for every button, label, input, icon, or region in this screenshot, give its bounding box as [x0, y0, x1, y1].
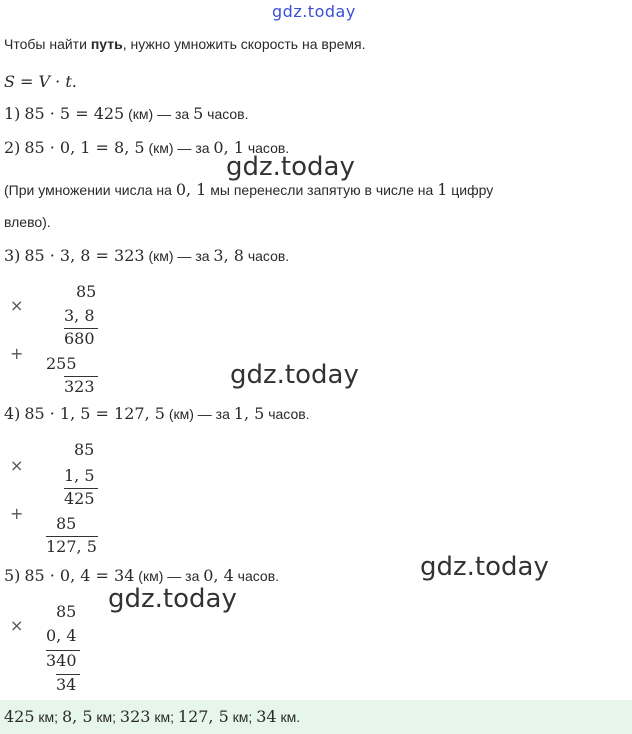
intro-text: [4, 36, 366, 52]
step-expression: 85 · 3, 8 = 323: [24, 246, 145, 265]
step-time: 1, 5: [233, 404, 265, 423]
times-sign: ×: [10, 616, 24, 635]
answer-line: [4, 707, 300, 726]
step-unit: (км) — за: [144, 248, 214, 264]
step-number: 3): [4, 246, 21, 265]
product-result: 34: [56, 675, 77, 694]
step-1: [4, 104, 249, 123]
plus-sign: +: [10, 344, 24, 363]
note-text: (При умножении числа на: [4, 182, 176, 198]
intro-after: , нужно умножить скорость на время.: [122, 36, 366, 52]
partial-product-1: 425: [64, 489, 95, 508]
answer-bar: [0, 700, 632, 734]
step-unit: (км) — за: [134, 568, 204, 584]
note-number: 1: [437, 180, 448, 199]
watermark: gdz.today: [230, 360, 359, 390]
step-unit: (км) — за: [144, 140, 214, 156]
multiplier: 1, 5: [64, 466, 95, 485]
answer-unit: км;: [34, 709, 62, 725]
step-number: 5): [4, 566, 21, 585]
times-sign: ×: [10, 456, 24, 475]
step-time: 3, 8: [213, 246, 244, 265]
product-result: 323: [64, 377, 95, 396]
multiplicand: 85: [74, 440, 95, 459]
multiplicand: 85: [76, 282, 97, 301]
answer-unit: км;: [150, 709, 178, 725]
answer-value: 34: [256, 707, 277, 726]
answer-unit: км.: [276, 709, 301, 725]
note-text: мы перенесли запятую в числе на: [206, 182, 438, 198]
intro-before: Чтобы найти: [4, 36, 91, 52]
step-expression: 85 · 1, 5 = 127, 5: [24, 404, 165, 423]
step-time: 0, 4: [203, 566, 234, 585]
watermark: gdz.today: [226, 152, 355, 182]
step-unit: (км) — за: [164, 406, 234, 422]
answer-unit: км;: [228, 709, 257, 725]
step-number: 1): [4, 104, 21, 123]
note-line-2: влево).: [4, 214, 51, 230]
watermark: gdz.today: [420, 552, 549, 582]
watermark: gdz.today: [108, 584, 237, 614]
partial-product-2: 255: [46, 354, 77, 373]
step-tail: часов.: [243, 140, 290, 156]
step-5: [4, 566, 279, 585]
step-expression: 85 · 0, 1 = 8, 5: [24, 138, 145, 157]
multiplier: 3, 8: [64, 306, 95, 325]
step-tail: часов.: [264, 406, 310, 422]
note-text: цифру: [447, 182, 494, 198]
multiplier: 0, 4: [46, 626, 77, 645]
step-tail: часов.: [203, 106, 249, 122]
step-number: 2): [4, 138, 21, 157]
step-4: [4, 404, 310, 423]
step-number: 4): [4, 404, 21, 423]
watermark-top: gdz.today: [272, 2, 356, 21]
step-3: [4, 246, 289, 265]
partial-product-2: 85: [56, 514, 77, 533]
answer-value: 323: [119, 707, 151, 726]
answer-value: 8, 5: [61, 707, 93, 726]
step-tail: часов.: [233, 568, 280, 584]
step-tail: часов.: [243, 248, 290, 264]
answer-value: 127, 5: [177, 707, 229, 726]
note-number: 0, 1: [175, 180, 207, 199]
step-unit: (км) — за: [124, 106, 194, 122]
partial-product-1: 340: [46, 651, 77, 670]
step-time: 5: [193, 104, 204, 123]
partial-product-1: 680: [64, 329, 95, 348]
times-sign: ×: [10, 296, 24, 315]
product-result: 127, 5: [46, 537, 97, 556]
multiplicand: 85: [56, 602, 77, 621]
intro-bold: путь: [90, 36, 123, 52]
plus-sign: +: [10, 504, 24, 523]
answer-unit: км;: [92, 709, 120, 725]
answer-value: 425: [4, 707, 35, 726]
formula: S = V · t.: [4, 72, 77, 91]
step-expression: 85 · 0, 4 = 34: [24, 566, 135, 585]
note-line-1: [4, 180, 493, 199]
step-expression: 85 · 5 = 425: [24, 104, 125, 123]
step-time: 0, 1: [213, 138, 244, 157]
